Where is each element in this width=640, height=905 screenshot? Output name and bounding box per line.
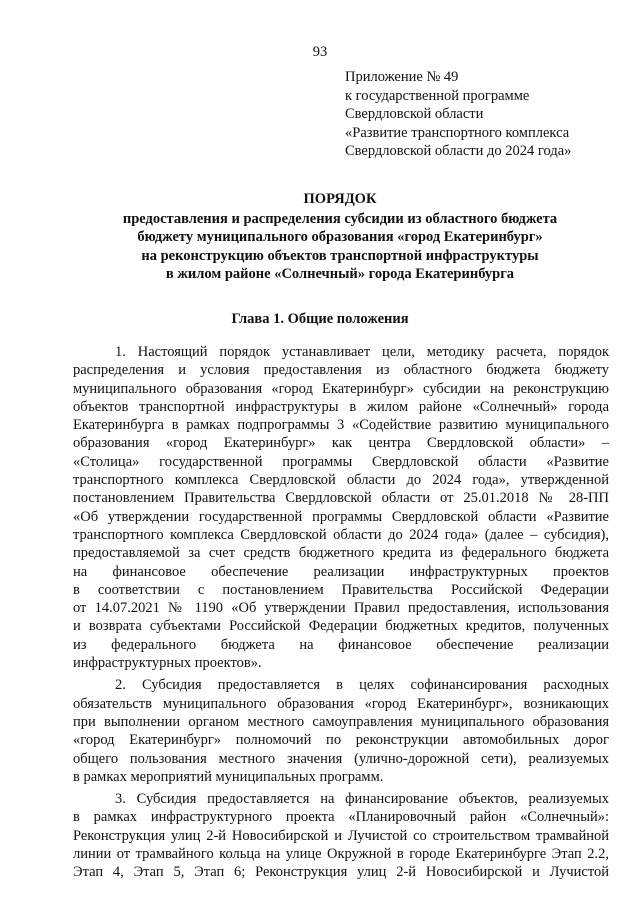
paragraph-line: линии от трамвайного кольца на улице Окружной в городе Екатеринбурге Этап 2.2, [73, 846, 609, 863]
paragraph-line: 1. Настоящий порядок устанавливает цели, методику расчета, порядок [115, 344, 609, 360]
paragraph-line: «Об утверждении государственной программы Свердловской области «Развитие [73, 508, 609, 525]
paragraph-line: постановлением Правительства Свердловской области от 25.01.2018 № 28-ПП [73, 490, 609, 507]
title-line: бюджету муниципального образования «город Екатеринбург» [137, 229, 543, 246]
paragraph [73, 790, 609, 881]
appendix-line: Свердловской области [345, 106, 484, 122]
appendix-header [345, 68, 625, 161]
appendix-line: Свердловской области до 2024 года» [345, 143, 572, 159]
appendix-line: «Развитие транспортного комплекса [345, 124, 570, 141]
paragraph-line: Реконструкция улиц 2-й Новосибирской и Лучистой со строительством трамвайной [73, 827, 609, 844]
paragraph-line: при выполнении органом местного самоуправления муниципального образования [73, 713, 609, 730]
chapter-heading: Глава 1. Общие положения [231, 311, 409, 327]
paragraph-line: и возврата субъектами Российской Федерации бюджетных кредитов, полученных [73, 618, 609, 635]
document-title [60, 190, 620, 283]
paragraph-line: общего пользования местного значения (улично-дорожной сети), реализуемых [73, 750, 609, 767]
body-text [73, 343, 609, 886]
paragraph-line: в рамках инфраструктурного проекта «Планировочный район «Солнечный»: [73, 809, 609, 826]
title-line: на реконструкцию объектов транспортной инфраструктуры [141, 247, 539, 264]
paragraph-line: «город Екатеринбург» полномочий по реконструкции автомобильных дорог [73, 732, 609, 749]
page-number: 93 [312, 44, 328, 60]
paragraph-line: муниципального образования «город Екатеринбург» субсидии на реконструкцию [73, 380, 609, 397]
paragraph-line: предоставляемой за счет средств бюджетного кредита из федерального бюджета [73, 545, 609, 562]
paragraph-line: транспортного комплекса Свердловской области до 2024 года» (далее – субсидия), [73, 526, 609, 543]
appendix-line: к государственной программе [345, 87, 530, 104]
title-main: ПОРЯДОК [303, 191, 377, 207]
title-line: предоставления и распределения субсидии из областного бюджета [122, 211, 558, 228]
paragraph-line: от 14.07.2021 № 1190 «Об утверждении Правил предоставления, использования [73, 600, 609, 617]
paragraph [73, 676, 609, 786]
paragraph-line: из федерального бюджета на финансовое обеспечение реализации [73, 636, 609, 653]
paragraph-line: транспортного комплекса Свердловской области до 2024 года», утвержденной [73, 472, 609, 489]
paragraph-line: «Столица» государственной программы Свердловской области «Развитие [73, 453, 609, 470]
paragraph-line: Этап 4, Этап 5, Этап 6; Реконструкция улиц 2-й Новосибирской и Лучистой [73, 864, 609, 881]
paragraph-line: образования «город Екатеринбург» как центра Свердловской области» – [73, 435, 609, 452]
paragraph-line: распределения и условия предоставления из областного бюджета бюджету [73, 362, 609, 379]
paragraph-line: 2. Субсидия предоставляется в целях софинансирования расходных [115, 677, 609, 694]
appendix-line: Приложение № 49 [345, 69, 459, 85]
paragraph-line: в соответствии с постановлением Правительства Российской Федерации [73, 581, 609, 598]
paragraph-line: Екатеринбурга в рамках подпрограммы 3 «Содействие развитию муниципального [73, 417, 609, 434]
paragraph-line: 3. Субсидия предоставляется на финансирование объектов, реализуемых [115, 791, 609, 808]
paragraph-line: в рамках мероприятий муниципальных программ. [73, 768, 384, 785]
paragraph-line: объектов транспортной инфраструктуры в жилом районе «Солнечный» города [73, 398, 609, 415]
paragraph-line: на финансовое обеспечение реализации инфраструктурных проектов [73, 563, 609, 580]
paragraph [73, 343, 609, 672]
paragraph-line: обязательств муниципального образования «город Екатеринбург», возникающих [73, 695, 609, 712]
paragraph-line: инфраструктурных проектов». [73, 655, 262, 672]
title-line: в жилом районе «Солнечный» города Екатеринбурга [165, 265, 515, 282]
